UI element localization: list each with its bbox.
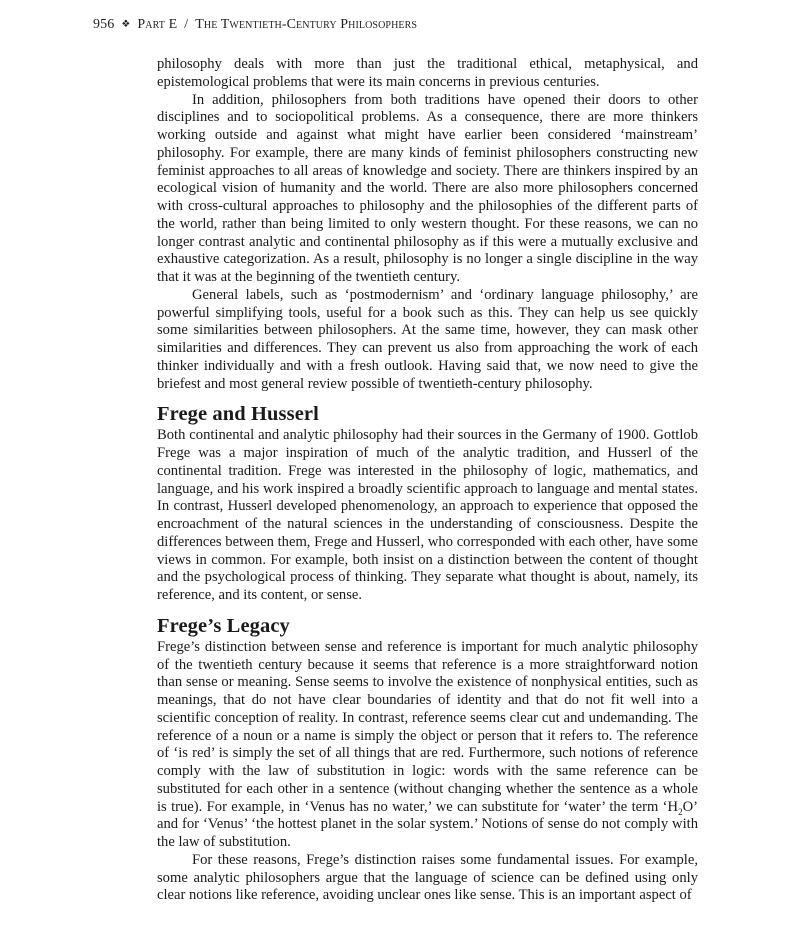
running-head-separator: / (184, 17, 189, 32)
ornament-icon: ❖ (121, 19, 131, 30)
paragraph: General labels, such as ‘postmodernism’ and ‘ordinary language philosophy,’ are powerful simplifying tools, useful for a book such as this. They can help us see quickly some similarities between philosophers. At the same time, however, they can mask other similarities and differences. They can prevent us also from approaching the work of each thinker individually and with a fresh outlook. Having said that, we now need to give the briefest and most general review possible of twentieth-century philosophy. (157, 286, 698, 392)
paragraph-text: Frege’s distinction between sense and reference is important for much analytic philosophy of the twentieth century because it seems that reference is a more straightforward notion than sense or meaning. Sense seems to involve the existence of nonphysical entities, such as meanings, that do not have clear boundaries of identity and that do not fit well into a scientific conception of reality. In contrast, reference seems clear cut and undemanding. The reference of a noun or a name is simply the object or person that it refers to. The reference of ‘is red’ is simply the set of all things that are red. Furthermore, such notions of reference comply with the law of substitution in logic: words with the same reference can be substituted for each other in a sentence (without changing whether the sentence as a whole is true). For example, in ‘Venus has no water,’ we can substitute for ‘water’ the term ‘H (157, 638, 698, 815)
chapter-title: The Twentieth-Century Philosophers (195, 17, 418, 32)
paragraph-text: O’ and for ‘Venus’ ‘the hottest planet in the solar system.’ Notions of sense do not comply with the law of substitution. (157, 798, 698, 850)
page-number: 956 (93, 17, 115, 32)
paragraph: philosophy deals with more than just the traditional ethical, metaphysical, and epistemological problems that were its main concerns in previous centuries. (157, 56, 698, 90)
paragraph: In addition, philosophers from both traditions have opened their doors to other disciplines and to sociopolitical problems. As a consequence, there are more thinkers working outside and against what might have earlier been considered ‘mainstream’ philosophy. For example, there are many kinds of feminist philosophers constructing new feminist approaches to all areas of knowledge and society. There are thinkers inspired by an ecological vision of humanity and the world. There are also more philosophers concerned with cross-cultural approaches to philosophy and the philosophies of the different parts of the world, rather than being limited to only western thought. For these reasons, we can no longer contrast analytic and continental philosophy as if this were a mutually exclusive and exhaustive categorization. As a result, philosophy is no longer a single discipline in the way that it was at the beginning of the twentieth century. (157, 91, 698, 285)
section-heading-frege-husserl: Frege and Husserl (157, 403, 319, 426)
paragraph: For these reasons, Frege’s distinction raises some fundamental issues. For example, some analytic philosophers argue that the language of science can be defined using only clear notions like reference, avoiding unclear ones like sense. This is an important aspect of (157, 851, 698, 904)
section-heading-frege-legacy: Frege’s Legacy (157, 614, 290, 637)
paragraph: Both continental and analytic philosophy had their sources in the Germany of 1900. Gottlob Frege was a major inspiration of much of the analytic tradition, and Husserl of the continental tradition. Frege was interested in the philosophy of logic, mathematics, and language, and his work inspired a broadly scientific approach to language and mental states. In contrast, Husserl developed phenomenology, an approach to experience that opposed the encroachment of the natural sciences in the understanding of consciousness. Despite the differences between them, Frege and Husserl, who corresponded with each other, have some views in common. For example, both insist on a distinction between the content of thought and the psychological process of thinking. They separate what thought is about, namely, its reference, and its content, or sense. (157, 427, 698, 603)
part-label: Part E (137, 17, 178, 32)
running-head (93, 17, 417, 33)
paragraph (157, 639, 698, 852)
subscript: 2 (678, 806, 683, 817)
text-column (157, 56, 698, 905)
